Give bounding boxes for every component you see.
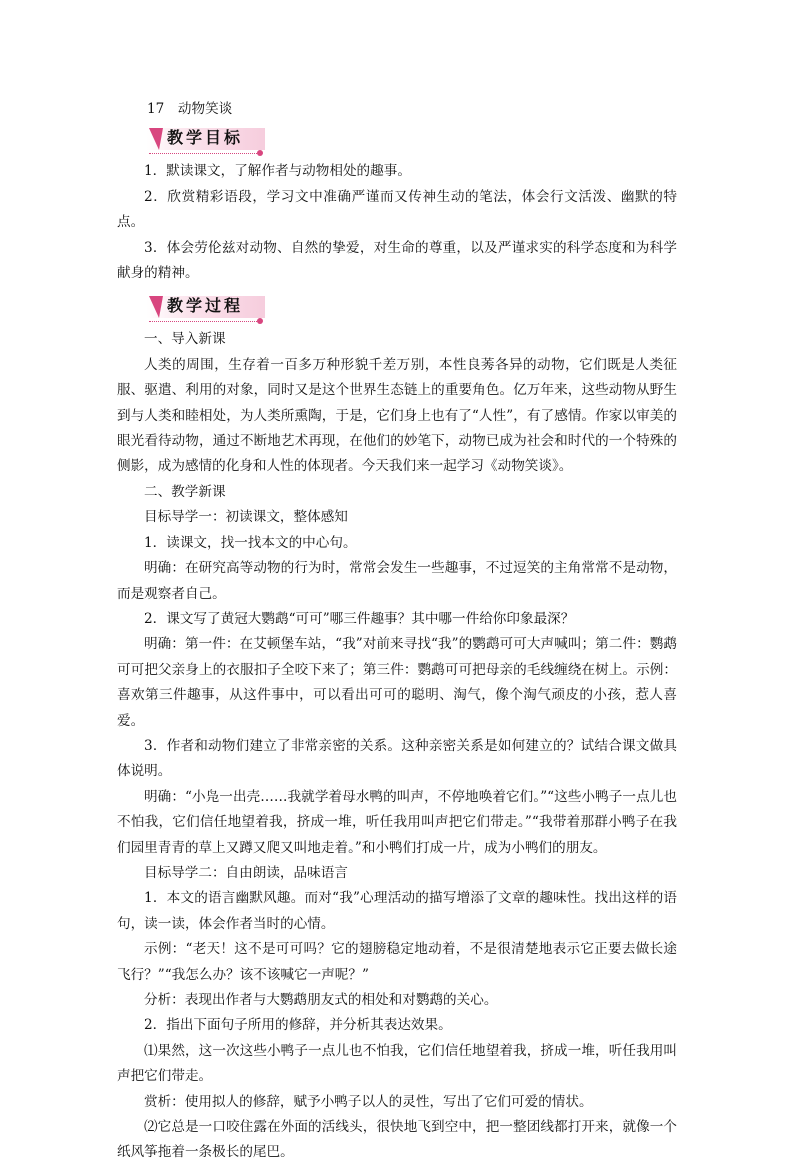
banner-dotted-line (149, 153, 259, 154)
banner-wedge-decoration (149, 296, 163, 318)
banner-wedge-decoration (149, 128, 163, 150)
answer-3: 明确：“小凫一出壳……我就学着母水鸭的叫声，不停地唤着它们。”“这些小鸭子一点儿也不怕我，它们信任地望着我，挤成一堆，听任我用叫声把它们带走。”“我带着那群小鸭子在我们园里青青的草上又蹲又爬又叫地走着。”和小鸭们打成一片，成为小鸭们的朋友。 (117, 788, 677, 856)
question-3: 3．作者和动物们建立了非常亲密的关系。这种亲密关系是如何建立的？试结合课文做具体说明。 (117, 737, 677, 780)
answer-1: 明确：在研究高等动物的行为时，常常会发生一些趣事，不过逗笑的主角常常不是动物，而是观察者自己。 (117, 560, 677, 602)
guide-2-heading: 目标导学二：自由朗读，品味语言 (144, 864, 348, 881)
question-1: 1．读课文，找一找本文的中心句。 (144, 534, 357, 551)
goal-item-3: 3．体会劳伦兹对动物、自然的挚爱，对生命的尊重，以及严谨求实的科学态度和为科学献身的精神。 (117, 239, 677, 282)
goal-item-1: 1．默读课文，了解作者与动物相处的趣事。 (144, 163, 411, 180)
lesson-title: 17 动物笑谈 (147, 101, 233, 117)
intro-heading: 一、导入新课 (144, 331, 226, 348)
question-5: 2．指出下面句子所用的修辞，并分析其表达效果。 (144, 1017, 452, 1034)
goals-heading: 教学目标 (167, 128, 244, 148)
sentence-1: ⑴果然，这一次这些小鸭子一点儿也不怕我，它们信任地望着我，挤成一堆，听任我用叫声把它们带走。 (117, 1042, 677, 1085)
banner-dot-decoration (257, 150, 263, 156)
new-lesson-heading: 二、教学新课 (144, 483, 226, 500)
sentence-2: ⑵它总是一口咬住露在外面的活线头，很快地飞到空中，把一整团线都打开来，就像一个纸风筝拖着一条极长的尾巴。 (117, 1119, 677, 1161)
guide-1-heading: 目标导学一：初读课文，整体感知 (144, 509, 348, 526)
appreciation-1: 赏析：使用拟人的修辞，赋予小鸭子以人的灵性，写出了它们可爱的情状。 (144, 1093, 593, 1110)
lesson-plan-content (117, 97, 677, 1166)
banner-dotted-line (149, 321, 259, 322)
process-section-banner (147, 292, 677, 326)
answer-2: 明确：第一件：在艾顿堡车站，“我”对前来寻找“我”的鹦鹉可可大声喊叫；第二件：鹦鹉可可把父亲身上的衣服扣子全咬下来了；第三件：鹦鹉可可把母亲的毛线缠绕在树上。示例：喜欢第三件趣事，从这件事中，可以看出可可的聪明、淘气，像个淘气顽皮的小孩，惹人喜爱。 (117, 636, 677, 729)
process-heading: 教学过程 (167, 296, 244, 316)
banner-dot-decoration (257, 318, 263, 324)
analysis-1: 分析：表现出作者与大鹦鹉朋友式的相处和对鹦鹉的关心。 (144, 992, 498, 1008)
goals-section-banner (147, 124, 677, 158)
question-2: 2．课文写了黄冠大鹦鹉“可可”哪三件趣事？其中哪一件给你印象最深？ (144, 610, 575, 627)
question-4: 1．本文的语言幽默风趣。而对“我”心理活动的描写增添了文章的趣味性。找出这样的语句，读一读，体会作者当时的心情。 (117, 890, 677, 932)
goal-item-2: 2．欣赏精彩语段，学习文中准确严谨而又传神生动的笔法，体会行文活泼、幽默的特点。 (117, 188, 677, 231)
intro-paragraph: 人类的周围，生存着一百多万种形貌千差万别，本性良莠各异的动物，它们既是人类征服、驱遣、利用的对象，同时又是这个世界生态链上的重要角色。亿万年来，这些动物从野生到与人类和睦相处，为人类所熏陶，于是，它们身上也有了“人性”，有了感情。作家以审美的眼光看待动物，通过不断地艺术再现，在他们的妙笔下，动物已成为社会和时代的一个特殊的侧影，成为感情的化身和人性的体现者。今天我们来一起学习《动物笑谈》。 (117, 356, 677, 475)
example-1: 示例：“老天！这不是可可吗？它的翅膀稳定地动着，不是很清楚地表示它正要去做长途飞行？”“我怎么办？该不该喊它一声呢？” (117, 941, 677, 983)
